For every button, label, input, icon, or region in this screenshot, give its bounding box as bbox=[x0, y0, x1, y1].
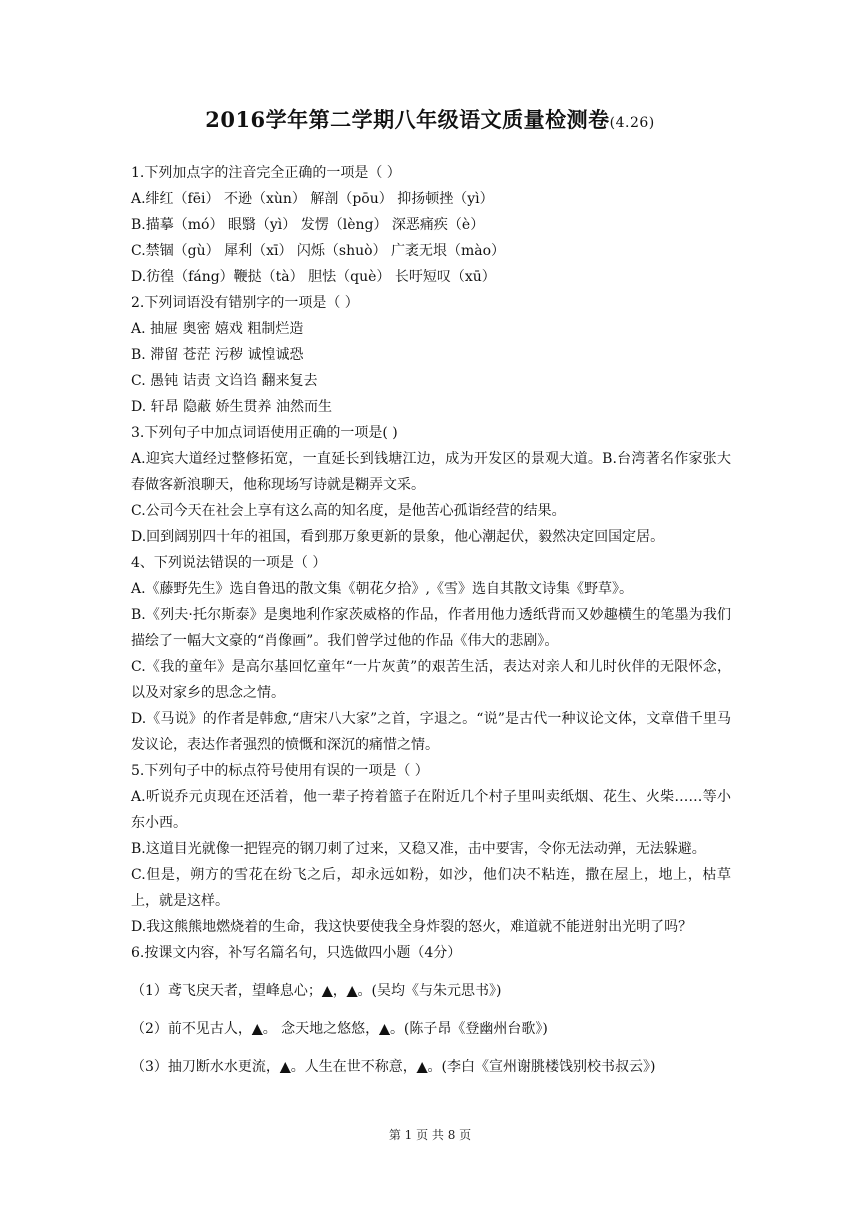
q3-option-c: C.公司今天在社会上享有这么高的知名度，是他苦心孤诣经营的结果。 bbox=[131, 503, 566, 519]
blank-marker: ▲ bbox=[346, 983, 358, 999]
blank-marker: ▲ bbox=[379, 1021, 390, 1037]
q2-stem: 2.下列词语没有错别字的一项是（ ） bbox=[131, 295, 359, 311]
q3-option-ab: A.迎宾大道经过整修拓宽，一直延长到钱塘江边，成为开发区的景观大道。B.台湾著名作家张大春做客新浪聊天，他称现场写诗就是糊弄文采。 bbox=[131, 451, 731, 493]
q4-stem: 4、下列说法错误的一项是（ ） bbox=[131, 555, 327, 571]
q4-option-a: A.《藤野先生》选自鲁迅的散文集《朝花夕拾》,《雪》选自其散文诗集《野草》。 bbox=[131, 581, 634, 597]
q4-option-b: B.《列夫·托尔斯泰》是奥地利作家茨威格的作品，作者用他力透纸背而又妙趣横生的笔墨为我们描绘了一幅大文豪的“肖像画”。我们曾学过他的作品《伟大的悲剧》。 bbox=[131, 607, 731, 649]
q4-option-c: C.《我的童年》是高尔基回忆童年“一片灰黄”的艰苦生活，表达对亲人和儿时伙伴的无限怀念，以及对家乡的思念之情。 bbox=[131, 659, 731, 701]
q6-item-2: （2）前不见古人，▲。 念天地之悠悠，▲。(陈子昂《登幽州台歌》) bbox=[131, 1021, 548, 1037]
q6-item-3: （3）抽刀断水水更流，▲。人生在世不称意，▲。(李白《宣州谢朓楼饯别校书叔云》) bbox=[131, 1059, 656, 1075]
q5-option-c: C.但是，朔方的雪花在纷飞之后，却永远如粉，如沙，他们决不粘连，撒在屋上，地上，枯草上，就是这样。 bbox=[131, 867, 731, 909]
q3-option-d: D.回到阔别四十年的祖国，看到那万象更新的景象，他心潮起伏，毅然决定回国定居。 bbox=[131, 529, 665, 545]
title-date: (4.26) bbox=[609, 115, 655, 131]
q2-option-b: B. 滞留 苍茫 污秽 诚惶诚恐 bbox=[131, 347, 304, 363]
q2-option-c: C. 愚钝 诘责 文诌诌 翻来复去 bbox=[131, 373, 318, 389]
q5-option-b: B.这道目光就像一把锃亮的钢刀刺了过来，又稳又准，击中要害，令你无法动弹，无法躲避。 bbox=[131, 841, 706, 857]
q2-option-d: D. 轩昂 隐蔽 娇生贯养 油然而生 bbox=[131, 399, 332, 415]
q5-option-a: A.听说乔元贞现在还活着，他一辈子挎着篮子在附近几个村子里叫卖纸烟、花生、火柴……等小东小西。 bbox=[131, 789, 731, 831]
q1-option-b: B.描摹（mó） 眼翳（yì） 发愣（lèng） 深恶痛疾（è） bbox=[131, 217, 485, 233]
q1-option-c: C.禁锢（gù） 犀利（xī） 闪烁（shuò） 广袤无垠（mào） bbox=[131, 243, 506, 259]
exam-content bbox=[131, 160, 731, 1080]
q6-item-1: （1）鸢飞戾天者，望峰息心；▲，▲。(吴均《与朱元思书》) bbox=[131, 983, 502, 999]
q4-option-d: D.《马说》的作者是韩愈,“唐宋八大家”之首，字退之。“说”是古代一种议论文体，文章借千里马发议论，表达作者强烈的愤慨和深沉的痛惜之情。 bbox=[131, 711, 731, 753]
page-footer: 第 1 页 共 8 页 bbox=[388, 1128, 472, 1142]
q1-option-d: D.彷徨（fáng）鞭挞（tà） 胆怯（què） 长吁短叹（xū） bbox=[131, 269, 496, 285]
blank-marker: ▲ bbox=[251, 1021, 263, 1037]
q2-option-a: A. 抽屉 奥密 嬉戏 粗制烂造 bbox=[131, 321, 304, 337]
title-main: 2016学年第二学期八年级语文质量检测卷 bbox=[205, 107, 610, 132]
q1-option-a: A.绯红（fēi） 不逊（xùn） 解剖（pōu） 抑扬顿挫（yì） bbox=[131, 191, 494, 207]
page-title bbox=[0, 104, 860, 134]
blank-marker: ▲ bbox=[279, 1059, 291, 1075]
q5-stem: 5.下列句子中的标点符号使用有误的一项是（ ） bbox=[131, 763, 429, 779]
q3-stem: 3.下列句子中加点词语使用正确的一项是( ) bbox=[131, 425, 398, 441]
q6-stem: 6.按课文内容，补写名篇名句，只选做四小题（4分） bbox=[131, 945, 462, 961]
blank-marker: ▲ bbox=[416, 1059, 428, 1075]
q5-option-d: D.我这熊熊地燃烧着的生命，我这快要使我全身炸裂的怒火，难道就不能迸射出光明了吗？ bbox=[131, 919, 693, 935]
q1-stem: 1.下列加点字的注音完全正确的一项是（ ） bbox=[131, 165, 401, 181]
blank-marker: ▲ bbox=[321, 983, 333, 999]
